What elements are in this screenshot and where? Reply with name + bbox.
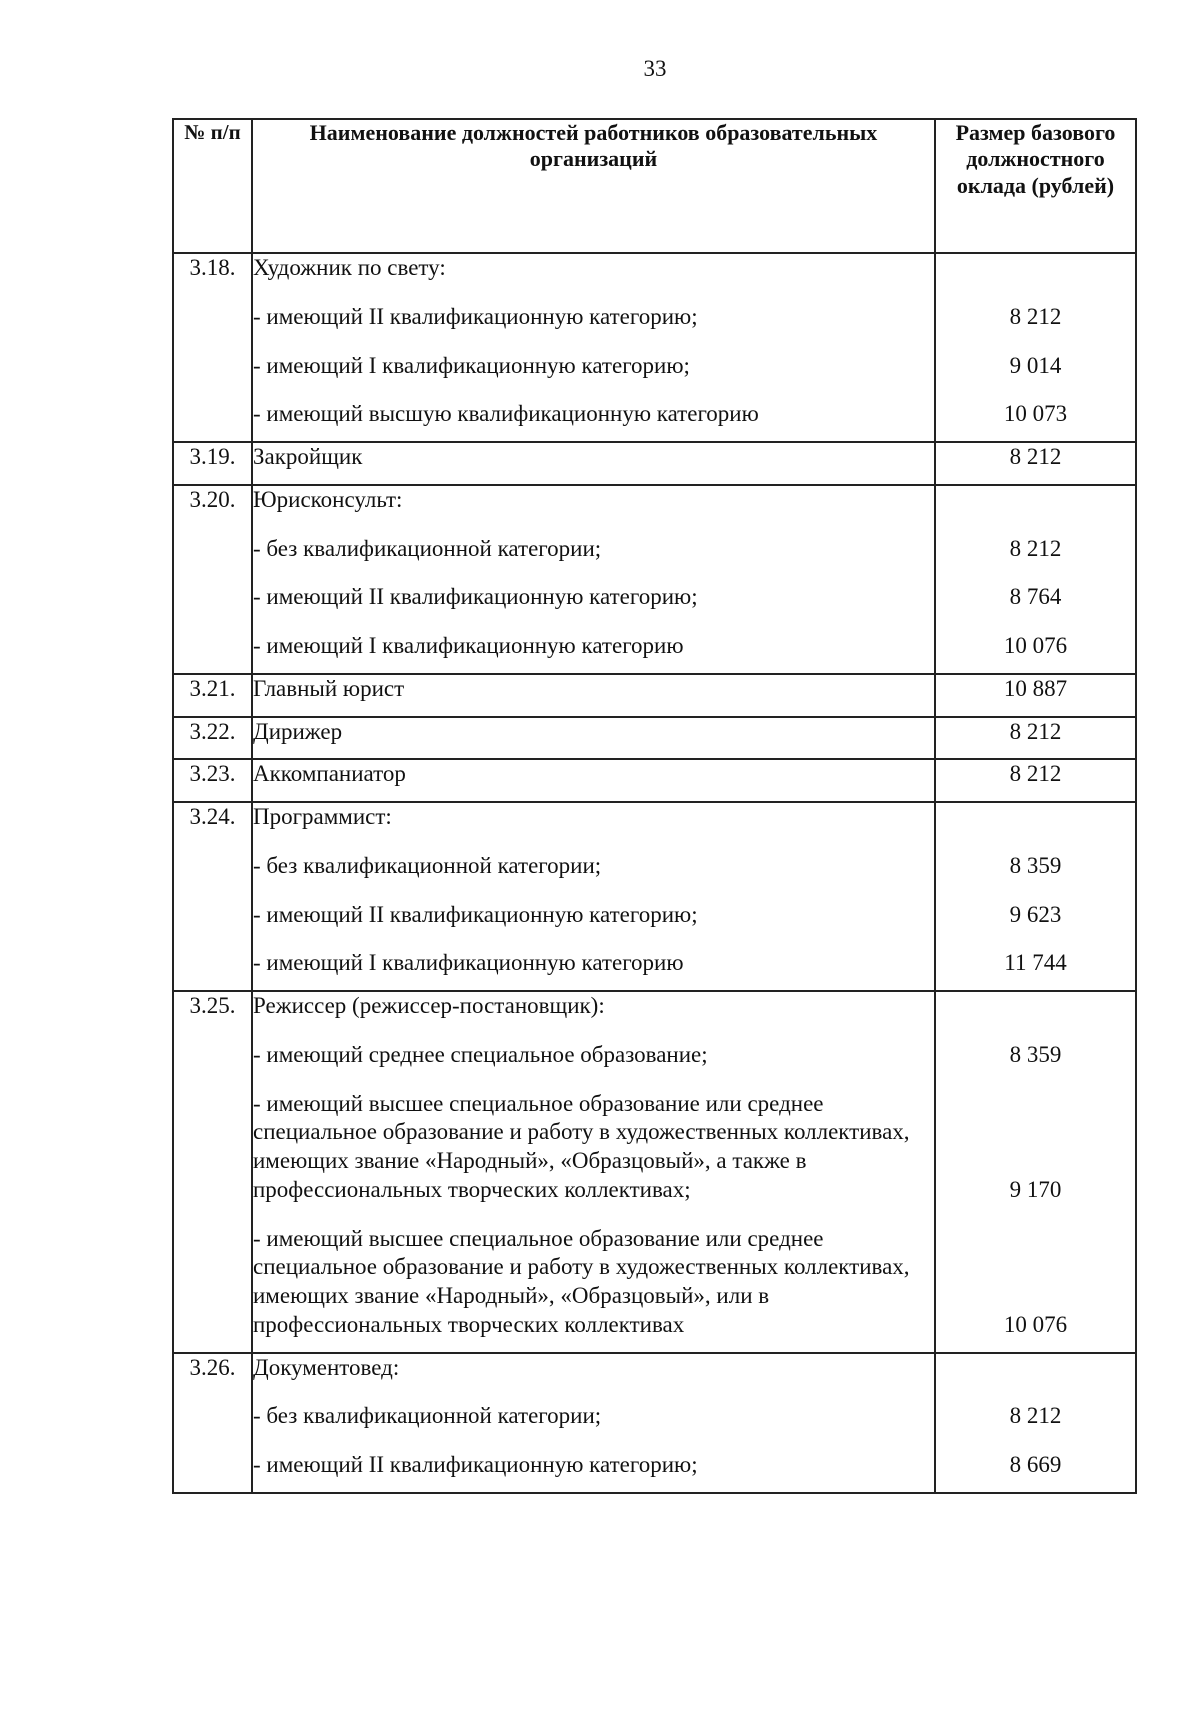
salary-value — [935, 485, 1136, 527]
table-subrow — [173, 893, 1136, 942]
position-title: Художник по свету: — [252, 253, 935, 295]
table-subrow — [173, 344, 1136, 393]
table-row — [173, 802, 1136, 844]
table-row — [173, 717, 1136, 760]
table-subrow — [173, 624, 1136, 674]
table-subrow — [173, 1394, 1136, 1443]
position-variant: - имеющий II квалификационную категорию; — [252, 295, 935, 344]
header-position-name: Наименование должностей работников образовательных организаций — [252, 119, 935, 253]
salary-value: 11 744 — [935, 941, 1136, 991]
table-subrow — [173, 844, 1136, 893]
table-subrow — [173, 527, 1136, 576]
row-number: 3.19. — [173, 442, 252, 485]
position-variant: - имеющий I квалификационную категорию — [252, 941, 935, 991]
salary-value: 8 212 — [935, 295, 1136, 344]
table-row — [173, 991, 1136, 1033]
table-row — [173, 1353, 1136, 1395]
salary-value: 8 212 — [935, 442, 1136, 485]
salary-value: 8 669 — [935, 1443, 1136, 1493]
salary-value: 9 014 — [935, 344, 1136, 393]
header-number: № п/п — [173, 119, 252, 253]
row-number: 3.18. — [173, 253, 252, 442]
salary-table — [172, 118, 1137, 1494]
salary-value: 8 212 — [935, 759, 1136, 802]
table-subrow — [173, 941, 1136, 991]
row-number: 3.24. — [173, 802, 252, 991]
salary-value: 10 076 — [935, 1217, 1136, 1353]
salary-value: 8 212 — [935, 717, 1136, 760]
position-variant: - без квалификационной категории; — [252, 844, 935, 893]
table-subrow — [173, 392, 1136, 442]
salary-value: 10 887 — [935, 674, 1136, 717]
position-variant: - имеющий II квалификационную категорию; — [252, 893, 935, 942]
salary-value: 8 212 — [935, 527, 1136, 576]
position-variant: - имеющий I квалификационную категорию; — [252, 344, 935, 393]
row-number: 3.22. — [173, 717, 252, 760]
salary-value — [935, 802, 1136, 844]
position-variant: - имеющий среднее специальное образование; — [252, 1033, 935, 1082]
row-number: 3.25. — [173, 991, 252, 1353]
table-row — [173, 485, 1136, 527]
row-number: 3.26. — [173, 1353, 252, 1493]
table-row — [173, 442, 1136, 485]
position-title: Документовед: — [252, 1353, 935, 1395]
table-subrow — [173, 1443, 1136, 1493]
salary-value: 8 212 — [935, 1394, 1136, 1443]
salary-value: 9 170 — [935, 1082, 1136, 1217]
salary-value — [935, 253, 1136, 295]
page-number: 33 — [643, 56, 667, 81]
row-number: 3.23. — [173, 759, 252, 802]
position-variant: - имеющий высшее специальное образование или среднее специальное образование и работу в художественных коллективах, имеющих звание «Народный», «Образцовый», а также в профессиональных творческих коллективах; — [252, 1082, 935, 1217]
row-number: 3.20. — [173, 485, 252, 674]
position-variant: - без квалификационной категории; — [252, 527, 935, 576]
position-title: Режиссер (режиссер-постановщик): — [252, 991, 935, 1033]
table-subrow — [173, 575, 1136, 624]
table-subrow — [173, 1082, 1136, 1217]
salary-value: 8 359 — [935, 1033, 1136, 1082]
table-row — [173, 253, 1136, 295]
position-variant: - имеющий высшее специальное образование или среднее специальное образование и работу в художественных коллективах, имеющих звание «Народный», «Образцовый», или в профессиональных творческих коллективах — [252, 1217, 935, 1353]
position-title: Закройщик — [252, 442, 935, 485]
table-subrow — [173, 1033, 1136, 1082]
position-title: Аккомпаниатор — [252, 759, 935, 802]
salary-value: 10 073 — [935, 392, 1136, 442]
salary-value: 10 076 — [935, 624, 1136, 674]
row-number: 3.21. — [173, 674, 252, 717]
position-title: Программист: — [252, 802, 935, 844]
table-row — [173, 759, 1136, 802]
position-title: Дирижер — [252, 717, 935, 760]
table-subrow — [173, 295, 1136, 344]
position-title: Главный юрист — [252, 674, 935, 717]
position-variant: - имеющий II квалификационную категорию; — [252, 1443, 935, 1493]
salary-value: 8 359 — [935, 844, 1136, 893]
position-variant: - имеющий высшую квалификационную категорию — [252, 392, 935, 442]
position-variant: - имеющий I квалификационную категорию — [252, 624, 935, 674]
table-header-row — [173, 119, 1136, 253]
table-body — [173, 253, 1136, 1493]
position-variant: - без квалификационной категории; — [252, 1394, 935, 1443]
table-subrow — [173, 1217, 1136, 1353]
salary-value — [935, 1353, 1136, 1395]
salary-value: 9 623 — [935, 893, 1136, 942]
position-title: Юрисконсульт: — [252, 485, 935, 527]
salary-value — [935, 991, 1136, 1033]
header-salary: Размер базового должностного оклада (рублей) — [935, 119, 1136, 253]
position-variant: - имеющий II квалификационную категорию; — [252, 575, 935, 624]
table-row — [173, 674, 1136, 717]
salary-value: 8 764 — [935, 575, 1136, 624]
